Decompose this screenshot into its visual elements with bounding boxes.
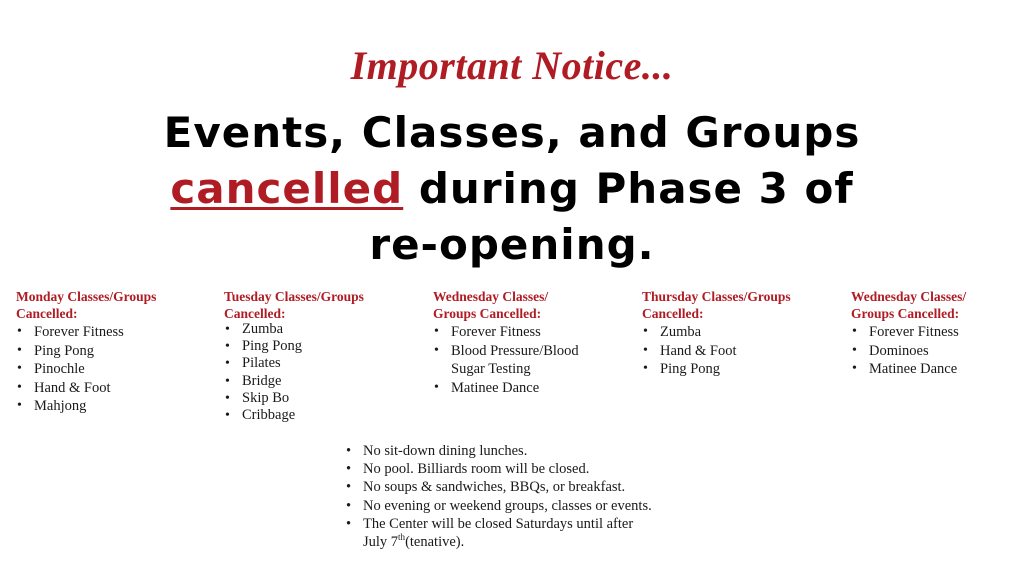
thursday-column [642, 288, 812, 379]
monday-column [16, 288, 186, 416]
monday-list [16, 323, 186, 416]
list-item: • Cribbage [242, 407, 394, 424]
list-item: • Pinochle [34, 360, 186, 379]
headline-line-2-rest: during Phase 3 of [403, 164, 854, 213]
list-item: • Ping Pong [34, 342, 186, 361]
tuesday-list [224, 321, 394, 424]
list-item: • Ping Pong [660, 360, 812, 379]
wednesday-column-2 [851, 288, 1021, 379]
cancelled-word: cancelled [170, 164, 404, 213]
list-item: • Blood Pressure/Blood Sugar Testing [451, 342, 591, 379]
notice-title: Important Notice... [350, 43, 674, 88]
list-item: • Forever Fitness [451, 323, 608, 342]
list-item: • Dominoes [869, 342, 1021, 361]
headline-line-2 [60, 161, 964, 217]
wednesday-column [433, 288, 608, 397]
thursday-heading: Thursday Classes/Groups Cancelled: [642, 289, 791, 321]
list-item: • Forever Fitness [869, 323, 1021, 342]
headline-line-3: re-opening. [369, 220, 655, 269]
list-item: • Mahjong [34, 397, 186, 416]
list-item: • Zumba [242, 321, 394, 338]
thursday-list [642, 323, 812, 379]
headline-line-1: Events, Classes, and Groups [163, 108, 861, 157]
list-item: • No soups & sandwiches, BBQs, or breakfast. [363, 478, 723, 496]
tuesday-heading: Tuesday Classes/Groups Cancelled: [224, 289, 364, 321]
list-item: • Zumba [660, 323, 812, 342]
wednesday-list-2 [851, 323, 1021, 379]
list-item: • Ping Pong [242, 338, 394, 355]
list-item: • Pilates [242, 355, 394, 372]
list-item: • No pool. Billiards room will be closed. [363, 460, 723, 478]
list-item: • Skip Bo [242, 390, 394, 407]
list-item: • Bridge [242, 373, 394, 390]
monday-heading: Monday Classes/Groups Cancelled: [16, 289, 157, 321]
closure-date: July 7 [363, 534, 399, 551]
closure-text: The Center will be closed Saturdays until after [363, 515, 634, 532]
list-item: • Hand & Foot [660, 342, 812, 361]
list-item [363, 515, 723, 551]
closure-note: (tenative). [405, 534, 465, 551]
closure-date-suffix: th [398, 532, 406, 543]
list-item: • Matinee Dance [869, 360, 1021, 379]
list-item: • Forever Fitness [34, 323, 186, 342]
tuesday-column [224, 288, 394, 424]
list-item: • Hand & Foot [34, 379, 186, 398]
wednesday-list [433, 323, 608, 397]
wednesday-heading-2: Wednesday Classes/ Groups Cancelled: [851, 289, 967, 321]
general-notices-list [345, 442, 723, 551]
list-item: • Matinee Dance [451, 379, 608, 398]
headline [60, 105, 964, 273]
wednesday-heading: Wednesday Classes/ Groups Cancelled: [433, 289, 549, 321]
list-item: • No evening or weekend groups, classes or events. [363, 497, 723, 515]
list-item: • No sit-down dining lunches. [363, 442, 723, 460]
